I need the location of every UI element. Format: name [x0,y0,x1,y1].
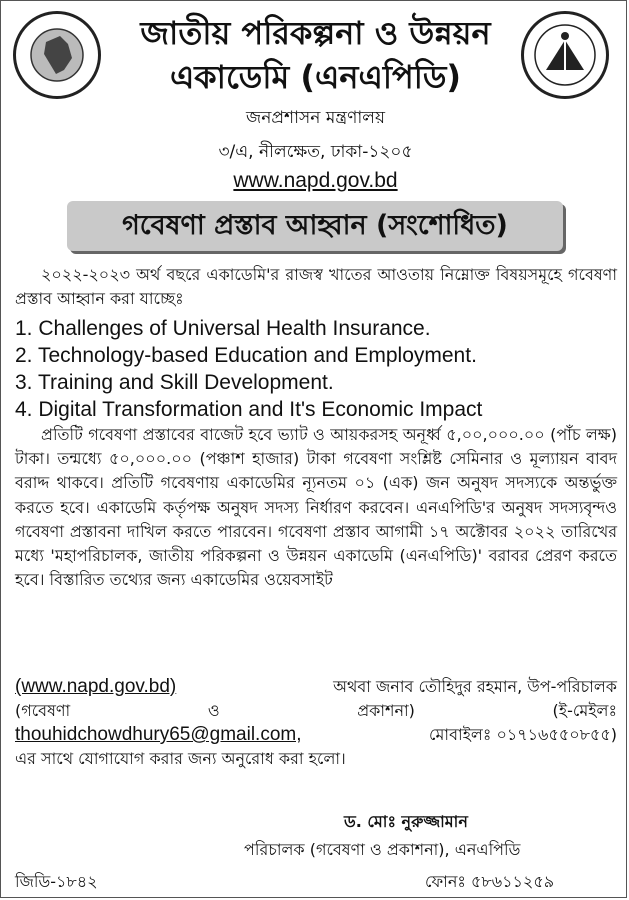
contact-row-3 [15,723,617,747]
list-item: 2. Technology-based Education and Employment. [15,344,477,367]
napd-emblem-icon [524,14,606,96]
body-paragraph: প্রতিটি গবেষণা প্রস্তাবের বাজেট হবে ভ্যাট ও আয়করসহ অনূর্ধ্ব ৫,০০,০০০.০০ (পাঁচ লক্ষ) টাকা। তন্মধ্যে ৫০,০০০.০০ (পঞ্চাশ হাজার) টাকা গবেষণা সংশ্লিষ্ট সেমিনার ও মূল্যায়ন বাবদ বরাদ্দ থাকবে। প্রতিটি গবেষণায় একাডেমির ন্যূনতম ০১ (এক) জন অনুষদ সদস্যকে অন্তর্ভুক্ত করতে হবে। একাডেমি কর্তৃপক্ষ অনুষদ সদস্য নির্ধারণ করবেন। এনএপিডি'র অনুষদ সদস্যবৃন্দও গবেষণা প্রস্তাবনা দাখিল করতে পারবেন। গবেষণা প্রস্তাব আগামী ১৭ অক্টোবর ২০২২ তারিখের মধ্যে 'মহাপরিচালক, জাতীয় পরিকল্পনা ও উন্নয়ন একাডেমি (এনএপিডি)' বরাবর প্রেরণ করতে হবে। বিস্তারিত তথ্যের জন্য একাডেমির ওয়েবসাইট [15,425,617,590]
address: ৩/এ, নীলক্ষেত, ঢাকা-১২০৫ [218,142,413,162]
website-link[interactable]: www.napd.gov.bd [233,169,398,192]
email-label: (ই-মেইলঃ [552,701,617,720]
header-title-line1: জাতীয় পরিকল্পনা ও উন্নয়ন [140,14,491,52]
notice-banner-title: গবেষণা প্রস্তাব আহ্বান (সংশোধিত) [67,201,563,251]
contact-row-2 [15,699,617,723]
header-title-line2: একাডেমি (এনএপিডি) [169,58,462,96]
signatory-designation: পরিচালক (গবেষণা ও প্রকাশনা), এনএপিডি [244,840,521,859]
intro-paragraph: ২০২২-২০২৩ অর্থ বছরে একাডেমি'র রাজস্ব খাতের আওতায় নিম্নোক্ত বিষয়সমূহে গবেষণা প্রস্তাব আহ্বান করা যাচ্ছেঃ [15,265,617,308]
website-link-inline[interactable]: (www.napd.gov.bd) [15,676,177,697]
officer-text: অথবা জনাব তৌহিদুর রহমান, উপ-পরিচালক [333,677,617,696]
contact-block [15,675,617,771]
ministry-name: জনপ্রশাসন মন্ত্রণালয় [246,108,385,128]
contact-row-1 [15,675,617,699]
closing-text: এর সাথে যোগাযোগ করার জন্য অনুরোধ করা হলো। [15,749,346,768]
research-topics-list [15,315,617,423]
dept-open: (গবেষণা [15,701,71,720]
email-link[interactable]: thouhidchowdhury65@gmail.com, [15,724,302,745]
list-item: 4. Digital Transformation and It's Economic Impact [15,398,483,421]
dept-and: ও [207,701,220,720]
list-item: 1. Challenges of Universal Health Insurance. [15,317,431,340]
list-item: 3. Training and Skill Development. [15,371,334,394]
signatory-name: ড. মোঃ নুরুজ্জামান [344,812,468,831]
gd-code: জিডি-১৮৪২ [15,872,98,891]
phone-number: ফোনঃ ৫৮৬১১২৫৯ [425,872,555,891]
mobile-number: মোবাইলঃ ০১৭১৬৫৫০৮৫৫) [429,725,617,744]
dept-close: প্রকাশনা) [357,701,415,720]
napd-emblem [521,11,609,99]
